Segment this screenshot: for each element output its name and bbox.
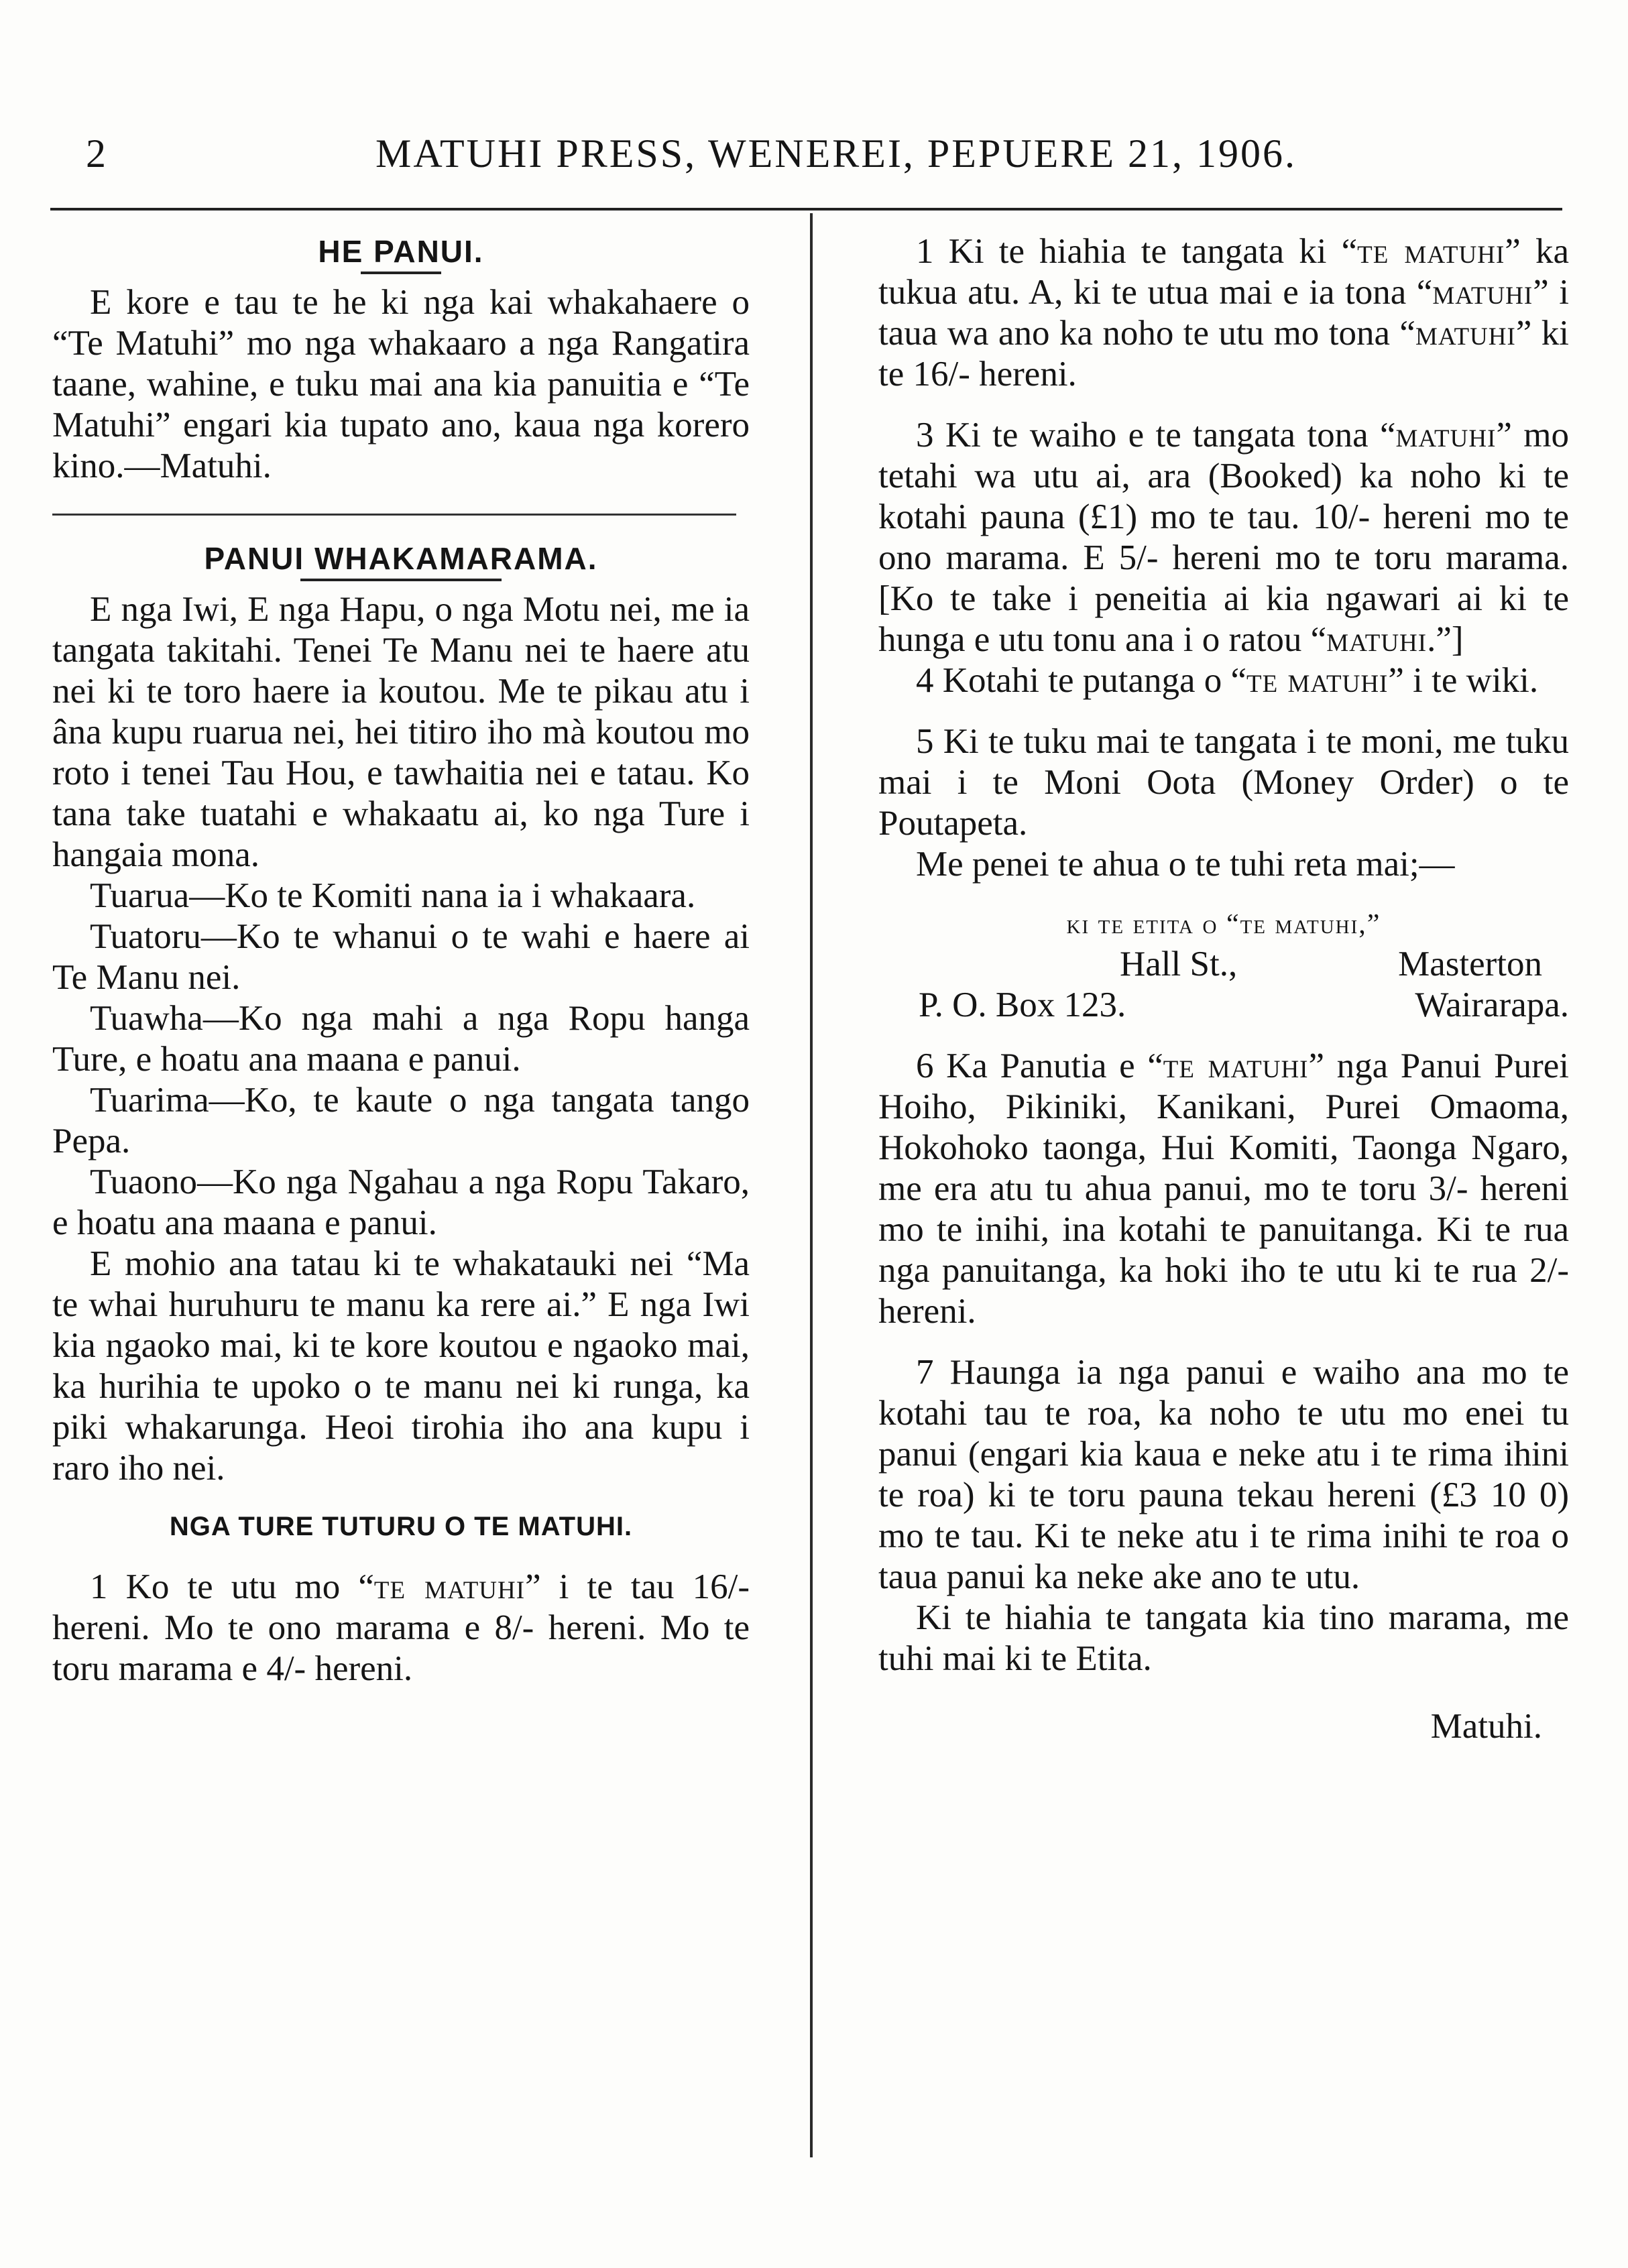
text: 4 Kotahi te putanga o “: [916, 661, 1247, 700]
address-box: P. O. Box 123.: [919, 986, 1126, 1024]
address-region: Wairarapa.: [1415, 986, 1569, 1024]
signature: Matuhi.: [1430, 1707, 1542, 1746]
paragraph: Tuarima—Ko, te kaute o nga tangata tango Pepa.: [52, 1081, 750, 1160]
rule-7: 7 Haunga ia nga panui e waiho ana mo te kotahi tau te roa, ka noho te utu mo enei tu panui (engari kia kaua e neke atu i te rima ihini te roa) ki te toru pauna tekau hereni (£3 10 0) mo te tau. Ki te neke atu i te rima inihi te roa o taua panui ka neke ake ano te utu.: [878, 1353, 1569, 1596]
text: ” i te tau 16/- hereni. Mo te ono marama e 8/- hereni. Mo te toru marama e 4/- hereni.: [52, 1567, 750, 1688]
address-title: ki te etita o “te matuhi,”: [1066, 909, 1381, 940]
small-caps-text: te matuhi: [1357, 232, 1505, 271]
paragraph: E nga Iwi, E nga Hapu, o nga Motu nei, me ia tangata takitahi. Tenei Te Manu nei te haere atu nei ki te toro haere ia koutou. Me te pikau atu i âna kupu ruarua nei, hei titiro iho mà koutou mo roto i tenei Tau Hou, e tawhaitia nei e tatau. Ko tana take tuatahi e whakaatu ai, ko nga Ture i hangaia mona.: [52, 590, 750, 874]
text: 6 Ka Panutia e “: [916, 1047, 1163, 1085]
text: 1 Ko te utu mo “: [90, 1567, 374, 1606]
text: .”]: [1427, 620, 1464, 659]
small-caps-text: te matuhi: [373, 1567, 526, 1606]
address-block: [878, 905, 1569, 1026]
section-title: NGA TURE TUTURU O TE MATUHI.: [169, 1512, 633, 1541]
rule-1-continued: [878, 231, 1569, 395]
title-rule: [361, 272, 441, 274]
rule-1: [52, 1567, 750, 1689]
small-caps-text: matuhi: [1432, 273, 1533, 312]
address-row: [878, 985, 1569, 1026]
page-number: 2: [86, 131, 107, 176]
paragraph: Tuarua—Ko te Komiti nana ia i whakaara.: [90, 876, 696, 915]
section-divider: [52, 514, 736, 516]
rule-3: [878, 415, 1569, 660]
section-title: HE PANUI.: [318, 234, 484, 269]
panui-whakamarama-section: [52, 538, 750, 1489]
rule-5-continued: Me penei te ahua o te tuhi reta mai;—: [916, 845, 1455, 884]
paragraph: Tuatoru—Ko te whanui o te wahi e haere ai Te Manu nei.: [52, 917, 750, 997]
paragraph: Tuawha—Ko nga mahi a nga Ropu hanga Ture, e hoatu ana maana e panui.: [52, 999, 750, 1079]
page-header: [80, 131, 1569, 191]
text: ” ka tukua atu. A, ki te utua mai e ia tona “: [878, 232, 1569, 312]
address-row: [878, 944, 1569, 985]
section-title: PANUI WHAKAMARAMA.: [204, 541, 598, 576]
text: ” i taua wa ano ka noho te utu mo tona “: [878, 273, 1570, 353]
text: 3 Ki te waiho e te tangata tona “: [916, 416, 1396, 455]
small-caps-text: matuhi: [1395, 416, 1497, 455]
small-caps-text: matuhi: [1326, 620, 1428, 659]
rule-7-continued: Ki te hiahia te tangata kia tino marama, me tuhi mai ki te Etita.: [878, 1598, 1569, 1678]
column-rule: [810, 213, 813, 2157]
address-street: Hall St.,: [1120, 945, 1238, 983]
he-panui-body: E kore e tau te he ki nga kai whakahaere o “Te Matuhi” mo nga whakaaro a nga Rangatira taane, wahine, e tuku mai ana kia panuitia e “Te Matuhi” engari kia tupato ano, kaua nga korero kino.—Matuhi.: [52, 283, 750, 485]
paragraph: Tuaono—Ko nga Ngahau a nga Ropu Takaro, e hoatu ana maana e panui.: [52, 1162, 750, 1242]
header-rule: [50, 208, 1562, 211]
rule-6: [878, 1046, 1569, 1332]
text: 1 Ki te hiahia te tangata ki “: [916, 232, 1358, 271]
right-column: [878, 231, 1569, 1747]
masthead: MATUHI PRESS, WENEREI, PEPUERE 21, 1906.: [375, 131, 1297, 176]
small-caps-text: te matuhi: [1246, 661, 1389, 700]
nga-ture-section: [52, 1506, 750, 1689]
text: ” nga Panui Purei Hoiho, Pikiniki, Kanikani, Purei Omaoma, Hokohoko taonga, Hui Komiti, Taonga Ngaro, me era atu tu ahua panui, mo te toru 3/- hereni mo te inihi, ina kotahi te panuitanga. Ki te rua nga panuitanga, ka hoki iho te utu ki te rua 2/- hereni.: [878, 1047, 1569, 1331]
he-panui-section: [52, 231, 750, 487]
left-column: [52, 231, 750, 1689]
small-caps-text: te matuhi: [1163, 1047, 1309, 1085]
text: ” mo tetahi wa utu ai, ara (Booked) ka noho ki te kotahi pauna (£1) mo te tau. 10/- hereni mo te ono marama. E 5/- hereni mo te toru marama. [Ko te take i peneitia ai kia ngawari ai ki te hunga e utu tonu ana i o ratou “: [878, 416, 1570, 659]
text: ” i te wiki.: [1388, 661, 1539, 700]
rule-4: [878, 660, 1569, 701]
rule-5: 5 Ki te tuku mai te tangata i te moni, me tuku mai i te Moni Oota (Money Order) o te Poutapeta.: [878, 722, 1569, 843]
paragraph: E mohio ana tatau ki te whakatauki nei “Ma te whai huruhuru te manu ka rere ai.” E nga Iwi kia ngaoko mai, ki te kore koutou e ngaoko mai, ka hurihia te upoko o te manu nei ki runga, ka piki whakarunga. Heoi tirohia iho ana kupu i raro iho nei.: [52, 1244, 750, 1488]
text: ” ki te 16/- hereni.: [878, 314, 1570, 394]
address-town: Masterton: [1398, 945, 1542, 983]
small-caps-text: matuhi: [1415, 314, 1516, 353]
title-rule: [300, 579, 502, 581]
